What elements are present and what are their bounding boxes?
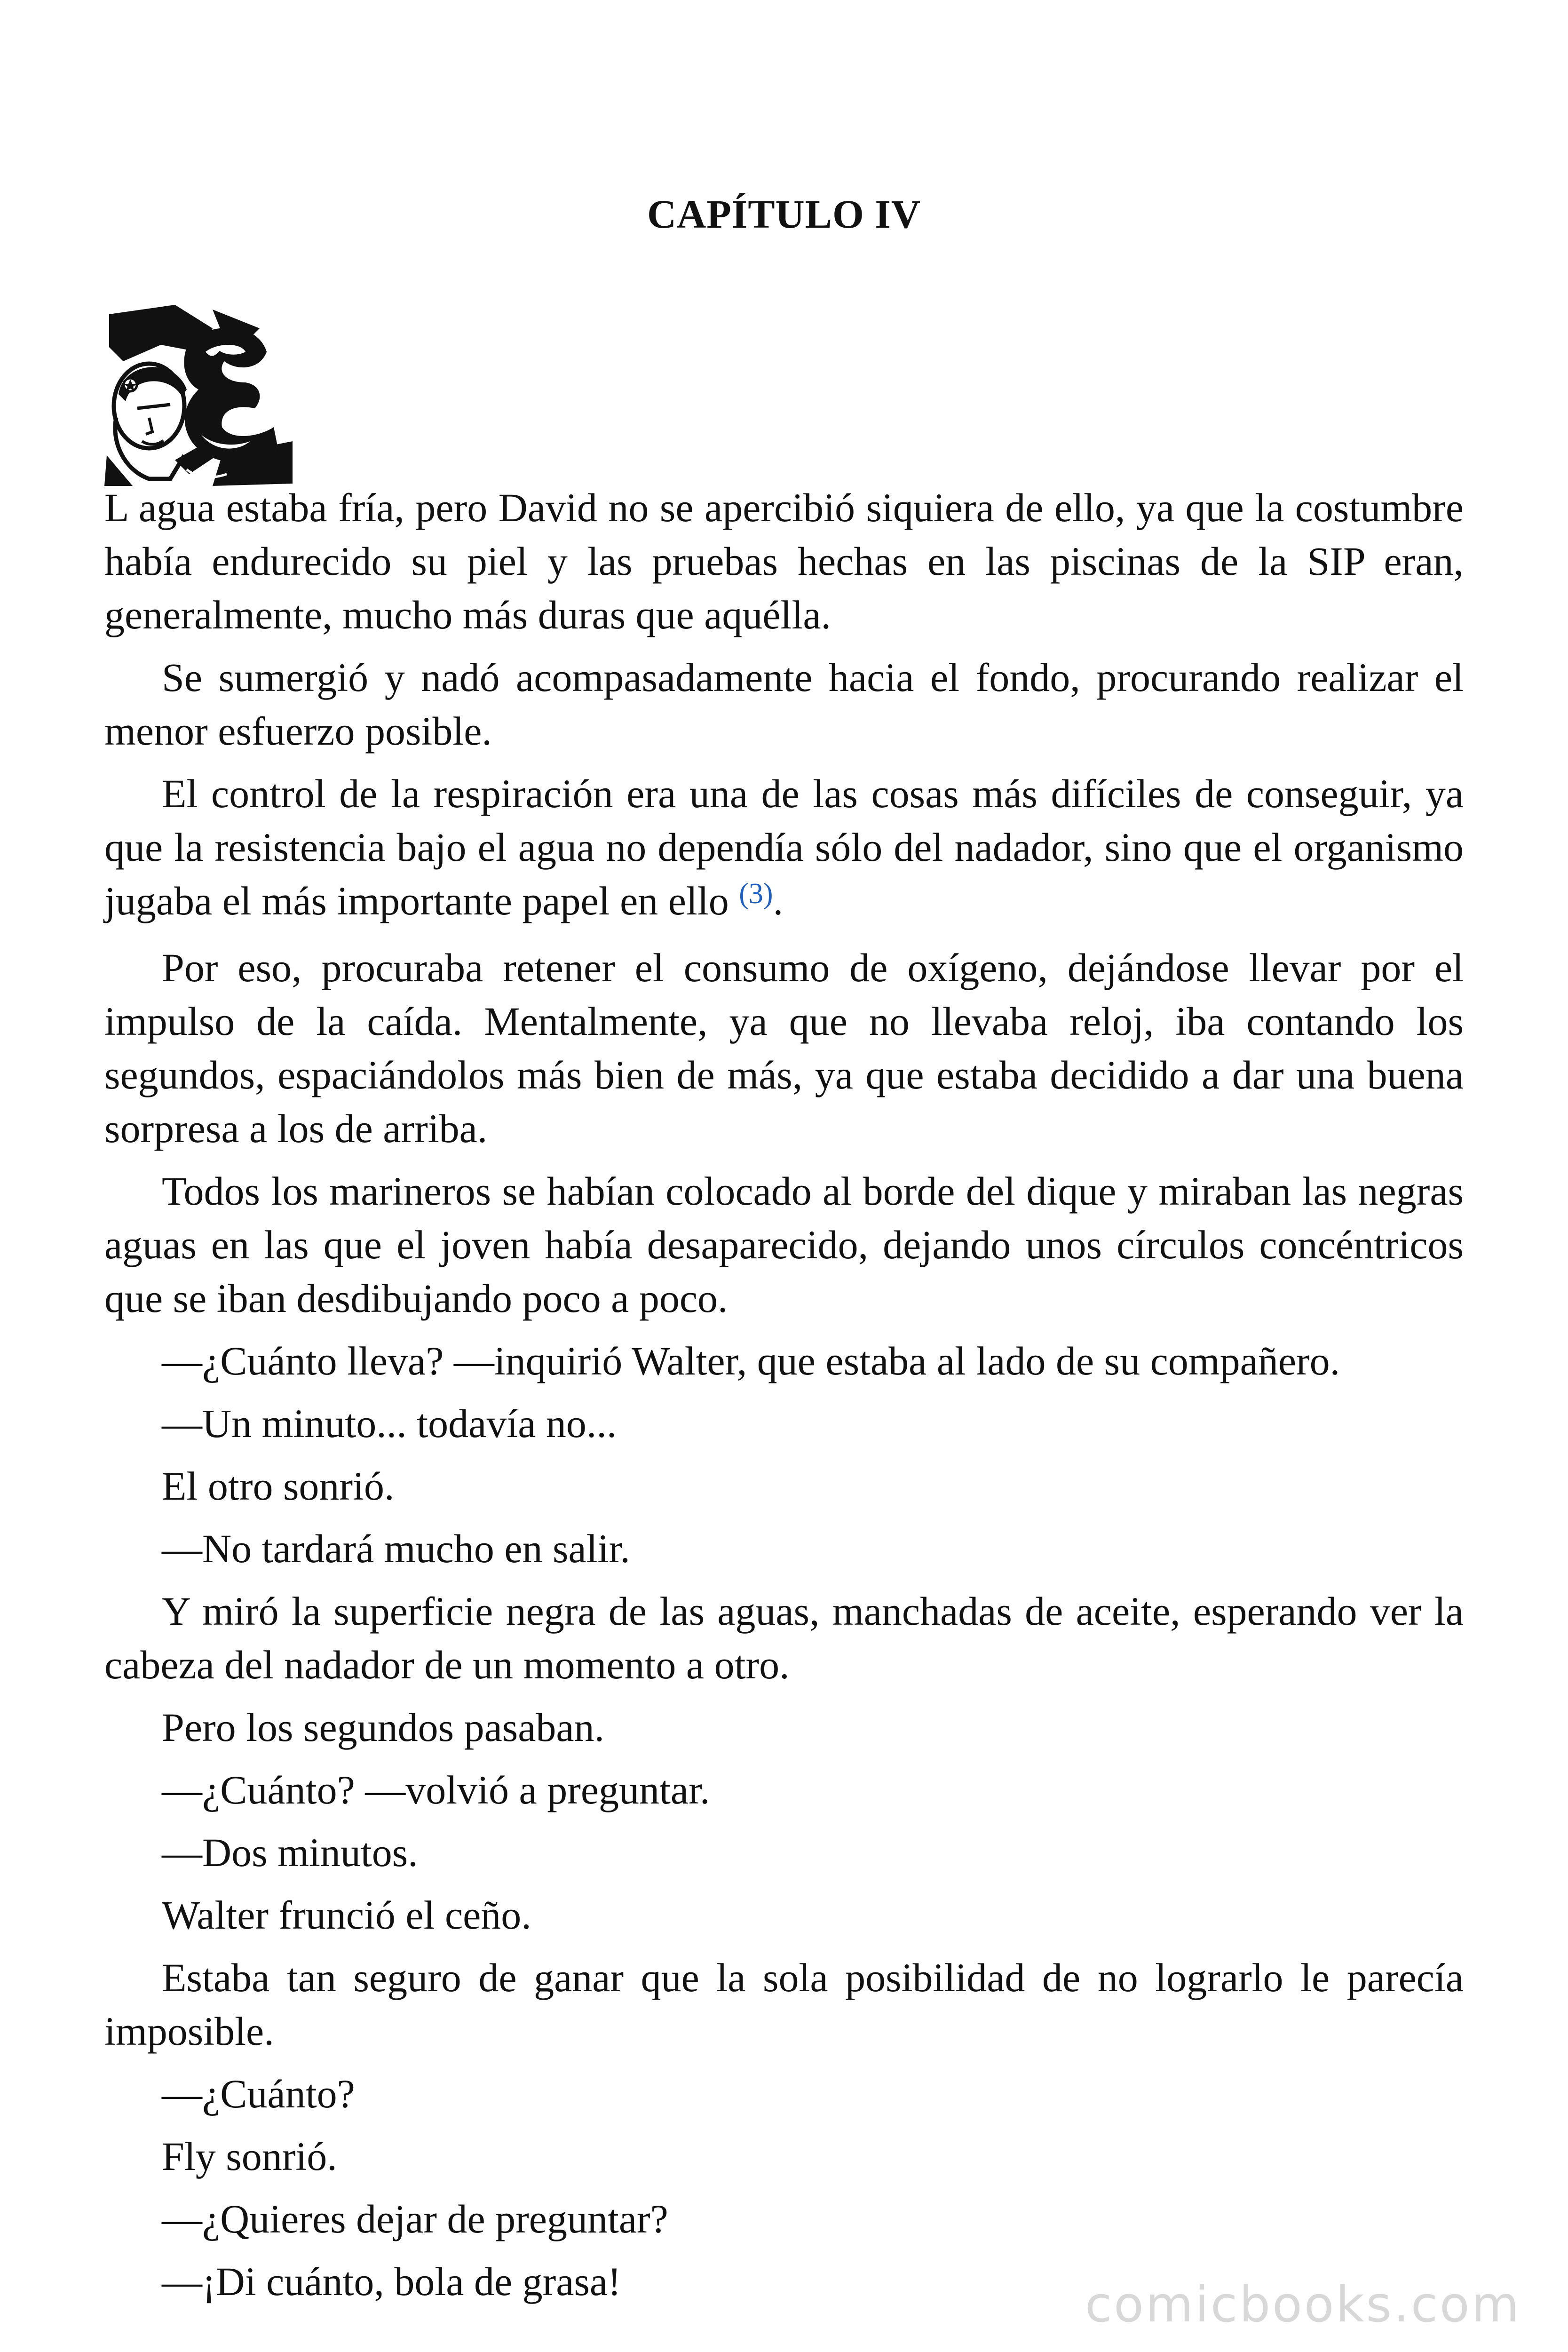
- paragraph-period: .: [773, 878, 784, 923]
- chapter-body: [104, 481, 1464, 2308]
- paragraph: Todos los marineros se habían colocado al borde del dique y miraban las negras aguas en las que el joven había desaparecido, dejando unos círculos concéntricos que se iban desdibujando poco a poco.: [104, 1168, 1464, 1321]
- dialogue-line: —¡Di cuánto, bola de grasa!: [162, 2259, 621, 2304]
- paragraph: L agua estaba fría, pero David no se apercibió siquiera de ello, ya que la costumbre había endurecido su piel y las pruebas hechas en las piscinas de la SIP eran, generalmente, mucho más duras que aquélla.: [104, 485, 1464, 637]
- paragraph: Pero los segundos pasaban.: [162, 1705, 605, 1750]
- paragraph: Estaba tan seguro de ganar que la sola posibilidad de no lograrlo le parecía imposible.: [104, 1955, 1464, 2054]
- chapter-title: CAPÍTULO IV: [647, 191, 921, 237]
- dialogue-line: —¿Cuánto?: [162, 2071, 355, 2116]
- dialogue-line: —¿Cuánto? —volvió a preguntar.: [162, 1767, 710, 1812]
- dialogue-line: —¿Cuánto lleva? —inquirió Walter, que estaba al lado de su compañero.: [162, 1338, 1340, 1383]
- paragraph: Se sumergió y nadó acompasadamente hacia el fondo, procurando realizar el menor esfuerzo posible.: [104, 655, 1464, 754]
- paragraph-text: El control de la respiración era una de las cosas más difíciles de conseguir, ya que la resistencia bajo el agua no dependía sólo del nadador, sino que el organismo jugaba el más importante papel en ello: [104, 771, 1464, 923]
- dialogue-line: —No tardará mucho en salir.: [162, 1526, 630, 1571]
- watermark: comicbooks.com: [1085, 2276, 1521, 2333]
- paragraph: Fly sonrió.: [162, 2134, 337, 2179]
- dialogue-line: —Dos minutos.: [162, 1830, 418, 1875]
- paragraph: Walter frunció el ceño.: [162, 1892, 531, 1938]
- paragraph: El otro sonrió.: [162, 1463, 395, 1509]
- dialogue-line: —¿Quieres dejar de preguntar?: [162, 2196, 668, 2241]
- paragraph: Y miró la superficie negra de las aguas, manchadas de aceite, esperando ver la cabeza del nadador de un momento a otro.: [104, 1589, 1464, 1687]
- paragraph: Por eso, procuraba retener el consumo de oxígeno, dejándose llevar por el impulso de la caída. Mentalmente, ya que no llevaba reloj, iba contando los segundos, espaciándolos más bien de más, ya que estaba decidido a dar una buena sorpresa a los de arriba.: [104, 945, 1464, 1151]
- illustrated-initial-icon: [104, 300, 293, 488]
- paragraph: [104, 767, 1464, 932]
- dialogue-line: —Un minuto... todavía no...: [162, 1401, 617, 1446]
- footnote-link[interactable]: (3): [739, 878, 773, 910]
